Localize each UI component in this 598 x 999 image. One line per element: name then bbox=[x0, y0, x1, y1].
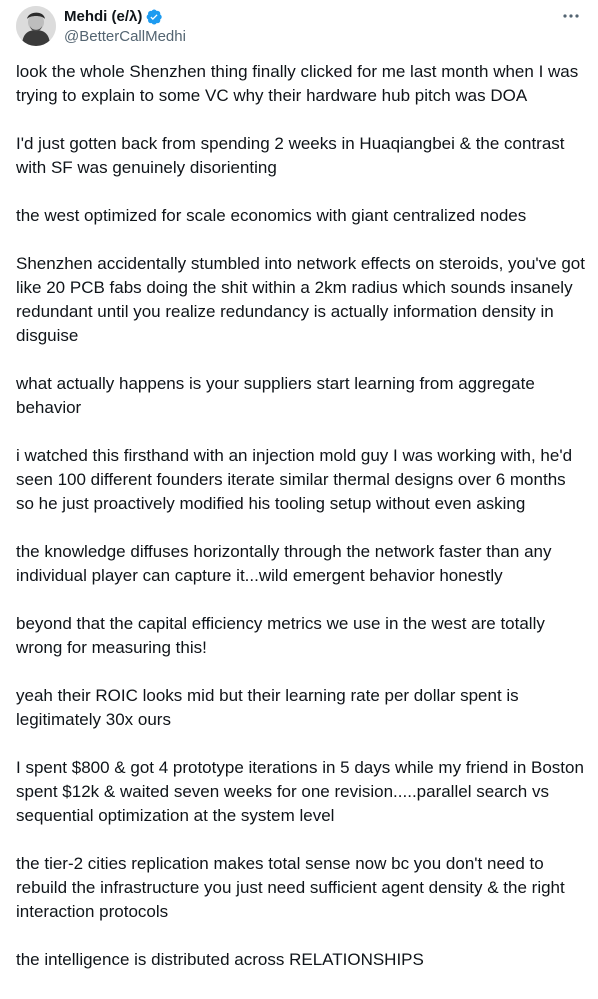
avatar[interactable] bbox=[16, 6, 56, 46]
verified-badge-icon bbox=[145, 8, 163, 26]
tweet-paragraph: I'd just gotten back from spending 2 weeks in Huaqiangbei & the contrast with SF was genuinely disorienting bbox=[16, 134, 565, 177]
tweet-paragraph: what actually happens is your suppliers start learning from aggregate behavior bbox=[16, 374, 535, 417]
tweet-paragraph: the knowledge diffuses horizontally through the network faster than any individual player can capture it...wild emergent behavior honestly bbox=[16, 542, 552, 585]
author-info bbox=[64, 7, 186, 47]
tweet-paragraph: the west optimized for scale economics with giant centralized nodes bbox=[16, 206, 527, 225]
tweet-paragraph: yeah their ROIC looks mid but their learning rate per dollar spent is legitimately 30x ours bbox=[16, 686, 519, 729]
profile-photo-icon bbox=[16, 6, 56, 46]
name-row bbox=[64, 7, 186, 27]
more-horizontal-icon bbox=[562, 13, 580, 19]
tweet-paragraph: look the whole Shenzhen thing finally clicked for me last month when I was trying to explain to some VC why their hardware hub pitch was DOA bbox=[16, 62, 579, 105]
tweet-paragraph: i watched this firsthand with an injection mold guy I was working with, he'd seen 100 different founders iterate similar thermal designs over 6 months so he just proactively modified his tooling setup without even asking bbox=[16, 446, 573, 513]
tweet-paragraph: I spent $800 & got 4 prototype iterations in 5 days while my friend in Boston spent $12k & waited seven weeks for one revision.....parallel search vs sequential optimization at the system level bbox=[16, 758, 584, 825]
handle[interactable]: @BetterCallMedhi bbox=[64, 28, 186, 45]
tweet-paragraph: Shenzhen accidentally stumbled into network effects on steroids, you've got like 20 PCB fabs doing the shit within a 2km radius which sounds insanely redundant until you realize redundancy is actually information density in disguise bbox=[16, 254, 585, 345]
display-name[interactable]: Mehdi (e/λ) bbox=[64, 8, 143, 25]
more-options-button[interactable] bbox=[560, 6, 582, 26]
tweet-header bbox=[16, 4, 582, 48]
tweet-paragraph: the tier-2 cities replication makes total sense now bc you don't need to rebuild the infrastructure you just need sufficient agent density & the right interaction protocols bbox=[16, 854, 565, 921]
tweet-paragraph: beyond that the capital efficiency metrics we use in the west are totally wrong for measuring this! bbox=[16, 614, 545, 657]
tweet-paragraph: the intelligence is distributed across RELATIONSHIPS bbox=[16, 950, 424, 969]
tweet-text bbox=[16, 60, 586, 996]
